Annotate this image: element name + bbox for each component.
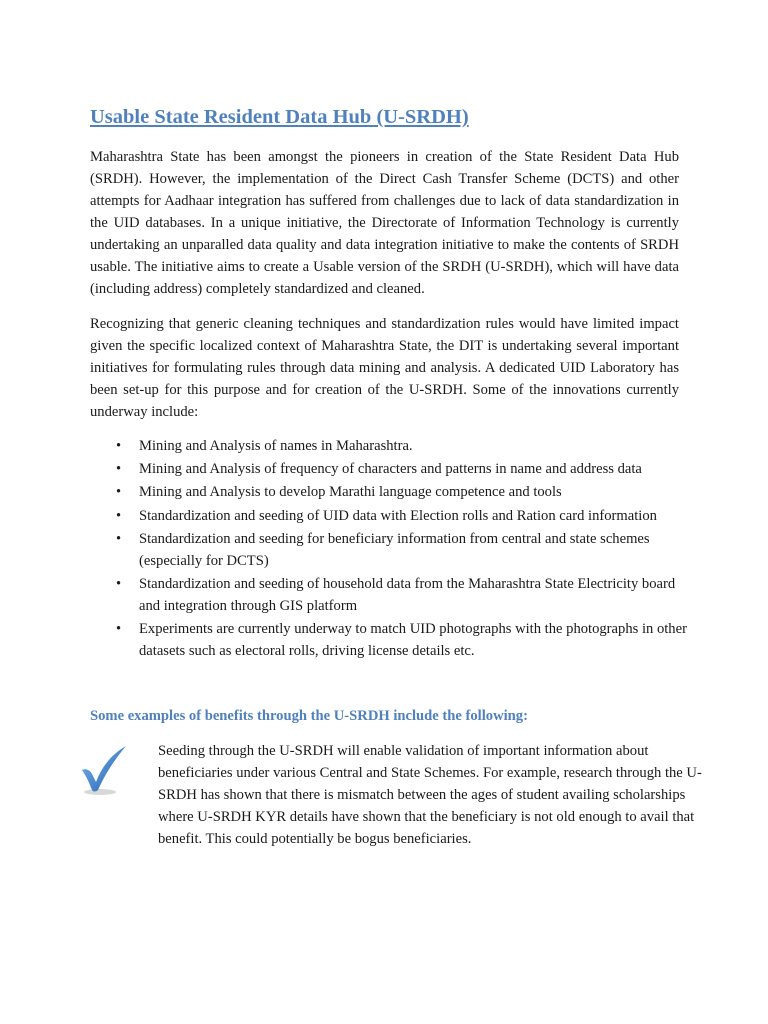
document-title: Usable State Resident Data Hub (U-SRDH) [90, 106, 469, 128]
bullet-icon: • [116, 621, 122, 638]
bullet-icon: • [116, 461, 122, 478]
checkmark-icon [78, 744, 128, 796]
list-item-text: Mining and Analysis of names in Maharashtra. [139, 438, 413, 454]
bullet-icon: • [116, 484, 122, 501]
list-item-text: Standardization and seeding of household data from the Maharashtra State Electricity board and integration through GIS platform [139, 575, 676, 614]
list-item [90, 481, 690, 503]
bullet-icon: • [116, 575, 122, 592]
list-item-text: Mining and Analysis to develop Marathi language competence and tools [139, 484, 562, 501]
bullet-icon: • [116, 530, 122, 547]
bullet-icon: • [116, 507, 122, 524]
bullet-icon: • [116, 438, 122, 454]
initiatives-paragraph: Recognizing that generic cleaning techniques and standardization rules would have limited impact given the specific localized context of Maharashtra State, the DIT is undertaking several important initiatives for formulating rules through data mining and analysis. A dedicated UID Laboratory has been set-up for this purpose and for creation of the U-SRDH. Some of the innovations currently underway include: [90, 316, 679, 420]
benefit-paragraph: Seeding through the U-SRDH will enable validation of important information about beneficiaries under various Central and State Schemes. For example, research through the U-SRDH has shown that there is mismatch between the ages of student availing scholarships where U-SRDH KYR details have shown that the beneficiary is not old enough to avail that benefit. This could potentially be bogus beneficiaries. [158, 743, 702, 847]
list-item [90, 528, 690, 572]
innovations-list [90, 435, 690, 663]
list-item [90, 505, 690, 527]
list-item [90, 458, 690, 480]
list-item-text: Mining and Analysis of frequency of characters and patterns in name and address data [139, 461, 642, 478]
intro-paragraph: Maharashtra State has been amongst the pioneers in creation of the State Resident Data Hub (SRDH). However, the implementation of the Direct Cash Transfer Scheme (DCTS) and other attempts for Aadhaar integration has suffered from challenges due to lack of data standardization in the UID databases. In a unique initiative, the Directorate of Information Technology is currently undertaking an unparalled data quality and data integration initiative to make the contents of SRDH usable. The initiative aims to create a Usable version of the SRDH (U-SRDH), which will have data (including address) completely standardized and cleaned. [90, 149, 679, 297]
list-item [90, 573, 690, 617]
list-item-text: Standardization and seeding for beneficiary information from central and state schemes (especially for DCTS) [139, 530, 650, 569]
list-item [90, 435, 690, 457]
list-item-text: Experiments are currently underway to match UID photographs with the photographs in other datasets such as electoral rolls, driving license details etc. [139, 621, 687, 660]
benefits-subheading: Some examples of benefits through the U-SRDH include the following: [90, 708, 528, 724]
list-item [90, 618, 690, 662]
list-item-text: Standardization and seeding of UID data with Election rolls and Ration card information [139, 507, 657, 524]
